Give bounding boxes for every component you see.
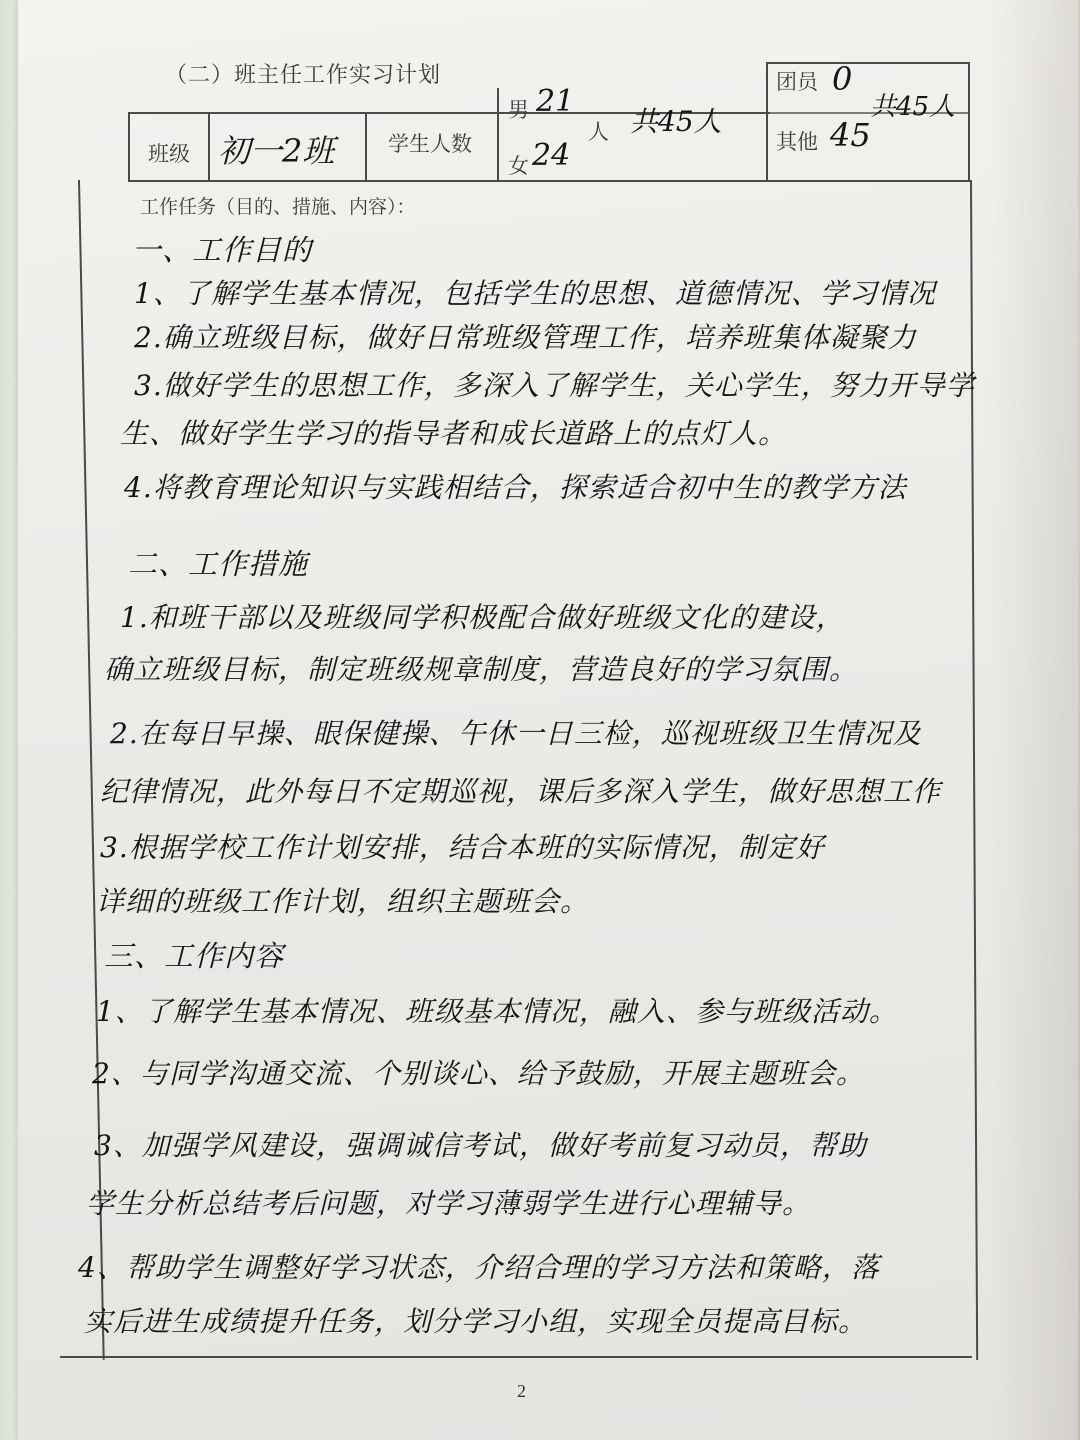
text-line-10: 3.根据学校工作计划安排，结合本班的实际情况，制定好 bbox=[100, 831, 825, 864]
total-count: 共45人 bbox=[870, 92, 956, 122]
league-value: 0 bbox=[832, 60, 853, 98]
table-col-divider-2 bbox=[365, 112, 367, 182]
text-line-3: 3.做好学生的思想工作，多深入了解学生，关心学生，努力开导学 bbox=[134, 369, 975, 402]
text-line-14: 3、加强学风建设，强调诚信考试，做好考前复习动员，帮助 bbox=[94, 1129, 867, 1162]
text-line-17: 实后进生成绩提升任务，划分学习小组，实现全员提高目标。 bbox=[84, 1305, 868, 1338]
heading-purpose: 一、工作目的 bbox=[132, 233, 313, 267]
other-label: 其他 bbox=[776, 130, 818, 154]
table-col-divider-1 bbox=[208, 112, 210, 182]
text-line-15: 学生分析总结考后问题，对学习薄弱学生进行心理辅导。 bbox=[86, 1187, 812, 1220]
text-line-4: 生、做好学生学习的指导者和成长道路上的点灯人。 bbox=[120, 417, 788, 450]
table-top-border-right bbox=[768, 62, 970, 64]
text-line-12: 1、了解学生基本情况、班级基本情况，融入、参与班级活动。 bbox=[96, 995, 898, 1028]
tasks-label: 工作任务（目的、措施、内容）： bbox=[140, 196, 416, 218]
section-title: （二）班主任工作实习计划 bbox=[165, 63, 442, 88]
female-label: 女 bbox=[508, 154, 529, 178]
text-line-6: 1.和班干部以及班级同学积极配合做好班级文化的建设， bbox=[120, 601, 845, 634]
league-label: 团员 bbox=[776, 70, 818, 94]
text-line-16: 4、帮助学生调整好学习状态，介绍合理的学习方法和策略，落 bbox=[78, 1251, 880, 1284]
table-left-border-top bbox=[128, 112, 130, 182]
female-value: 24 bbox=[532, 138, 571, 173]
text-line-13: 2、与同学沟通交流、个别谈心、给予鼓励，开展主题班会。 bbox=[92, 1057, 865, 1090]
class-label: 班级 bbox=[148, 142, 190, 166]
other-value: 45 bbox=[830, 116, 871, 154]
table-col-divider-4 bbox=[766, 62, 768, 182]
body-bottom-border bbox=[60, 1356, 972, 1358]
text-line-8: 2.在每日早操、眼保健操、午休一日三检，巡视班级卫生情况及 bbox=[110, 717, 922, 750]
table-col-divider-3 bbox=[497, 88, 499, 182]
text-line-2: 2.确立班级目标，做好日常班级管理工作，培养班集体凝聚力 bbox=[134, 321, 917, 354]
heading-content: 三、工作内容 bbox=[104, 939, 285, 973]
page-number: 2 bbox=[517, 1381, 526, 1401]
male-label: 男 bbox=[508, 98, 529, 122]
text-line-9: 纪律情况，此外每日不定期巡视，课后多深入学生，做好思想工作 bbox=[100, 775, 942, 808]
text-line-1: 1、了解学生基本情况，包括学生的思想、道德情况、学习情况 bbox=[134, 277, 936, 310]
text-line-5: 4.将教育理论知识与实践相结合，探索适合初中生的教学方法 bbox=[124, 471, 907, 504]
class-value: 初一2班 bbox=[218, 132, 335, 170]
table-right-border-top bbox=[968, 62, 970, 182]
heading-measures: 二、工作措施 bbox=[128, 547, 309, 581]
male-value: 21 bbox=[536, 84, 575, 119]
total-students: 共45人 bbox=[630, 105, 722, 138]
students-label: 学生人数 bbox=[388, 132, 472, 156]
text-line-11: 详细的班级工作计划，组织主题班会。 bbox=[96, 885, 590, 918]
page-shadow bbox=[988, 0, 1078, 1440]
text-line-7: 确立班级目标，制定班级规章制度，营造良好的学习氛围。 bbox=[104, 653, 859, 686]
table-header-divider bbox=[130, 180, 972, 182]
people-unit: 人 bbox=[588, 120, 609, 144]
